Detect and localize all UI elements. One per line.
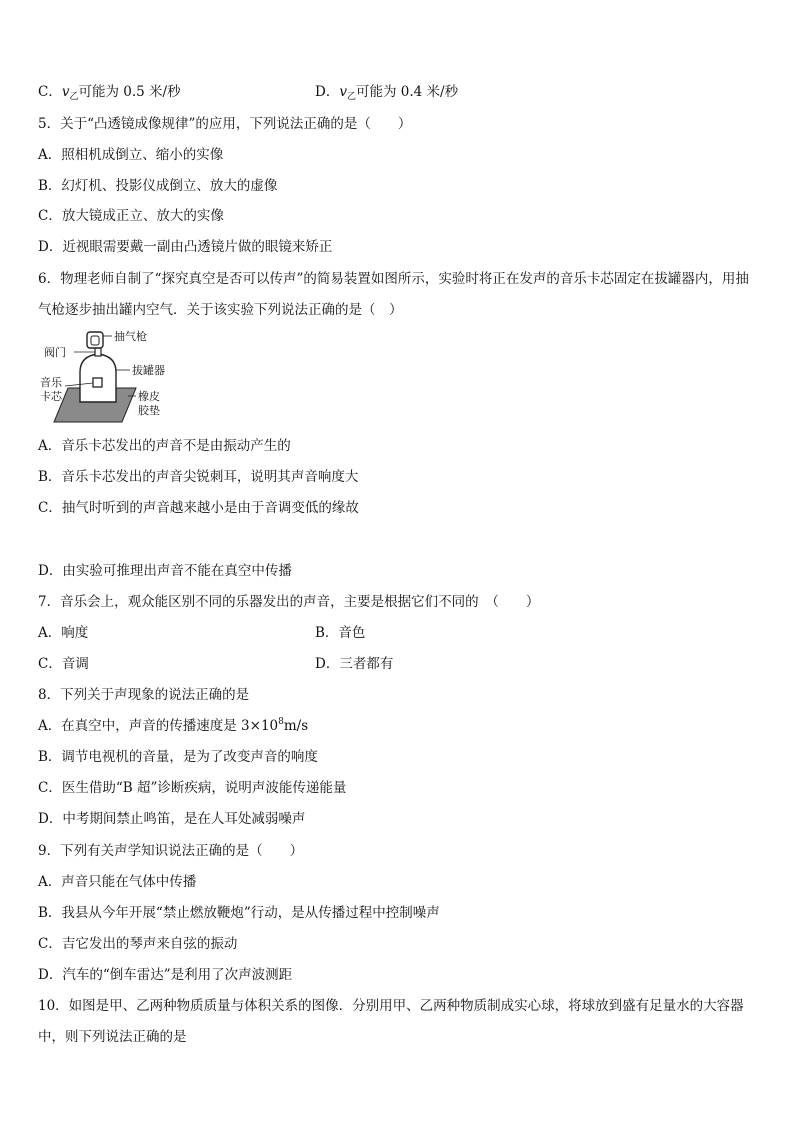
q4-c-var: v bbox=[61, 84, 70, 100]
q7-option-c: C．音调 bbox=[38, 656, 89, 672]
q8-option-d: D．中考期间禁止鸣笛，是在人耳处减弱噪声 bbox=[38, 811, 306, 827]
q9-stem: 9．下列有关声学知识说法正确的是（ ） bbox=[38, 843, 304, 859]
q7-stem: 7．音乐会上，观众能区别不同的乐器发出的声音，主要是根据它们不同的 （ ） bbox=[38, 594, 540, 610]
q4-c-text: 可能为 0.5 米/秒 bbox=[78, 84, 181, 100]
label-pad-1: 橡皮 bbox=[138, 390, 160, 403]
q6-apparatus-figure bbox=[40, 330, 180, 426]
q8-option-c: C．医生借助“B 超”诊断疾病，说明声波能传递能量 bbox=[38, 780, 347, 796]
q6-stem: 6．物理老师自制了“探究真空是否可以传声”的简易装置如图所示，实验时将正在发声的音乐卡芯固定在拔罐器内，用抽气枪逐步抽出罐内空气．关于该实验下列说法正确的是（ ） bbox=[38, 271, 749, 318]
q8-a-exponent: 8 bbox=[278, 717, 284, 727]
q7-option-a: A．响度 bbox=[38, 625, 89, 641]
q4-c-sub: 乙 bbox=[69, 92, 79, 102]
q6-option-b: B．音乐卡芯发出的声音尖锐刺耳，说明其声音响度大 bbox=[38, 469, 359, 485]
q4-c-prefix: C． bbox=[38, 84, 62, 100]
label-pump: 抽气枪 bbox=[114, 330, 147, 343]
label-pad-2: 胶垫 bbox=[138, 404, 160, 417]
pump-inner-shape bbox=[91, 336, 99, 345]
q5-stem: 5．关于“凸透镜成像规律”的应用，下列说法正确的是（ ） bbox=[38, 116, 412, 132]
q4-d-sub: 乙 bbox=[346, 92, 356, 102]
q9-option-a: A．声音只能在气体中传播 bbox=[38, 874, 197, 890]
q9-option-b: B．我县从今年开展“禁止燃放鞭炮”行动，是从传播过程中控制噪声 bbox=[38, 905, 440, 921]
label-card-2: 卡芯 bbox=[40, 390, 62, 403]
apparatus-diagram bbox=[40, 330, 180, 426]
q4-d-prefix: D． bbox=[315, 84, 340, 100]
q8-option-b: B．调节电视机的音量，是为了改变声音的响度 bbox=[38, 749, 318, 765]
q6-option-c: C．抽气时听到的声音越来越小是由于音调变低的缘故 bbox=[38, 500, 359, 516]
q8-a-text: A．在真空中，声音的传播速度是 3×10 bbox=[38, 718, 279, 734]
q5-option-b: B．幻灯机、投影仪成倒立、放大的虚像 bbox=[38, 178, 278, 194]
q4-d-var: v bbox=[339, 84, 347, 100]
label-valve: 阀门 bbox=[44, 346, 66, 359]
q8-stem: 8．下列关于声现象的说法正确的是 bbox=[38, 687, 250, 703]
label-jar: 拔罐器 bbox=[132, 364, 165, 377]
label-card-1: 音乐 bbox=[40, 376, 62, 389]
valve-shape bbox=[95, 348, 101, 356]
q9-option-d: D．汽车的“倒车雷达”是利用了次声波测距 bbox=[38, 967, 293, 983]
q7-option-b: B．音色 bbox=[315, 625, 366, 641]
q4-d-text: 可能为 0.4 米/秒 bbox=[355, 84, 459, 100]
q7-option-d: D．三者都有 bbox=[315, 656, 394, 672]
q10-stem: 10．如图是甲、乙两种物质质量与体积关系的图像．分别用甲、乙两种物质制成实心球，将球放到盛有足量水的大容器中，则下列说法正确的是 bbox=[38, 998, 744, 1045]
q5-option-d: D．近视眼需要戴一副由凸透镜片做的眼镜来矫正 bbox=[38, 239, 333, 255]
q5-option-a: A．照相机成倒立、缩小的实像 bbox=[38, 147, 224, 163]
q6-option-a: A．音乐卡芯发出的声音不是由振动产生的 bbox=[38, 438, 291, 454]
q4-option-d bbox=[315, 83, 458, 106]
q8-a-unit: m/s bbox=[283, 718, 309, 734]
music-card-shape bbox=[93, 378, 102, 387]
q6-option-d: D．由实验可推理出声音不能在真空中传播 bbox=[38, 563, 292, 579]
q5-option-c: C．放大镜成正立、放大的实像 bbox=[38, 208, 224, 224]
q9-option-c: C．吉它发出的琴声来自弦的振动 bbox=[38, 936, 238, 952]
q8-option-a bbox=[38, 717, 308, 735]
q4-option-c bbox=[38, 83, 181, 106]
